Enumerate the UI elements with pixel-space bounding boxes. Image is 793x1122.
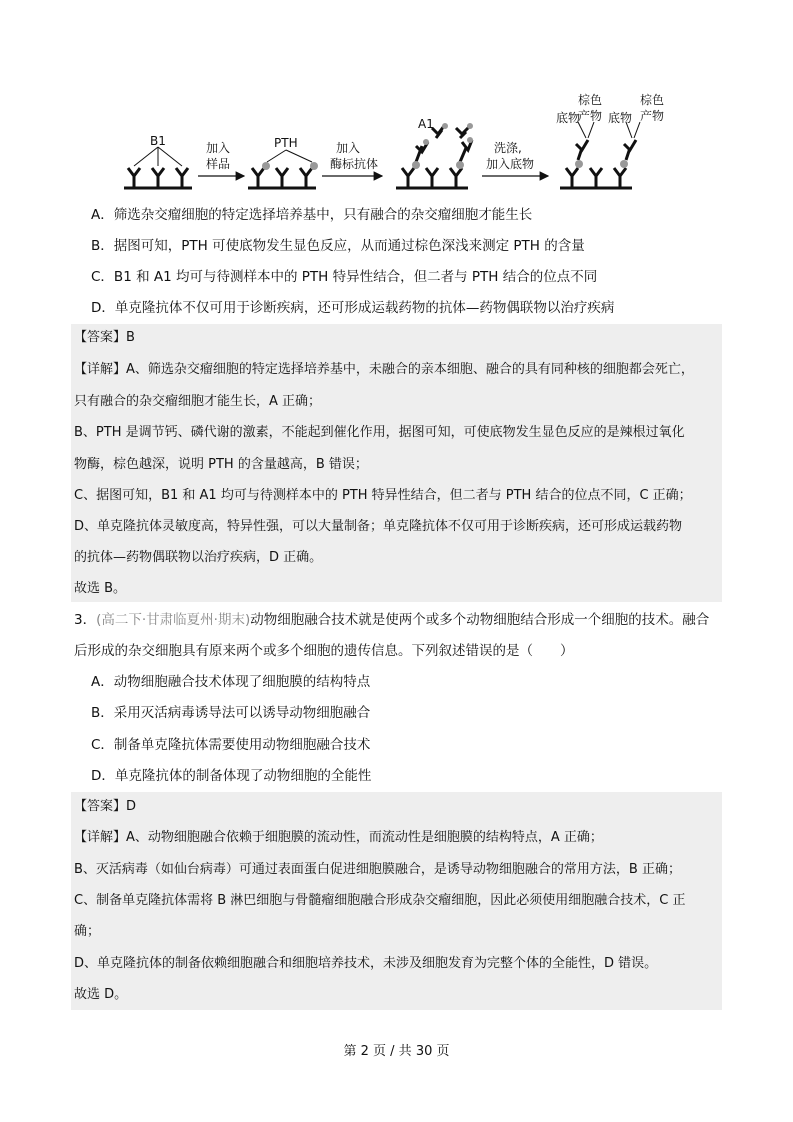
q3-explain-4: 确； bbox=[74, 924, 101, 939]
q2-option-c: C．B1 和 A1 均可与待测样本中的 PTH 特异性结合，但二者与 PTH 结合的位点不同 bbox=[91, 269, 598, 285]
q2-explain-6: D、单克隆抗体灵敏度高，特异性强，可以大量制备；单克隆抗体不仅可用于诊断疾病，还可形成运载药物 bbox=[74, 519, 683, 534]
q3-option-c: C．制备单克隆抗体需要使用动物细胞融合技术 bbox=[91, 737, 371, 753]
q3-stem-line2: 后形成的杂交细胞具有原来两个或多个细胞的遗传信息。下列叙述错误的是（ ） bbox=[74, 643, 574, 659]
q3-explain-6: 故选 D。 bbox=[74, 987, 128, 1002]
plate-2 bbox=[248, 168, 316, 188]
a1-label: A1 bbox=[418, 117, 434, 131]
product-1-line1: 棕色 bbox=[578, 93, 603, 107]
step3-line2: 加入底物 bbox=[486, 157, 535, 171]
product-2-line1: 棕色 bbox=[640, 93, 665, 107]
q3-option-b: B．采用灭活病毒诱导法可以诱导动物细胞融合 bbox=[91, 705, 371, 721]
q2-explain-3: B、PTH 是调节钙、磷代谢的激素，不能起到催化作用，据图可知，可使底物发生显色反应的是辣根过氧化 bbox=[74, 425, 685, 440]
q3-explain-3: C、制备单克隆抗体需将 B 淋巴细胞与骨髓瘤细胞融合形成杂交瘤细胞，因此必须使用细胞融合技术，C 正 bbox=[74, 893, 686, 908]
b1-label: B1 bbox=[150, 134, 166, 148]
q2-answer: 【答案】B bbox=[74, 330, 135, 345]
q3-answer: 【答案】D bbox=[74, 799, 137, 814]
q2-explain-1: 【详解】A、筛选杂交瘤细胞的特定选择培养基中，未融合的亲本细胞、融合的具有同种核的细胞都会死亡， bbox=[74, 362, 694, 377]
plate-1 bbox=[124, 168, 192, 188]
q3-explain-5: D、单克隆抗体的制备依赖细胞融合和细胞培养技术，未涉及细胞发育为完整个体的全能性，D 错误。 bbox=[74, 956, 658, 971]
product-2-line2: 产物 bbox=[640, 109, 665, 123]
step2-line2: 酶标抗体 bbox=[330, 157, 379, 171]
q3-explain-1: 【详解】A、动物细胞融合依赖于细胞膜的流动性，而流动性是细胞膜的结构特点，A 正确； bbox=[74, 830, 603, 845]
q3-stem-1: 动物细胞融合技术就是使两个或多个动物细胞结合形成一个细胞的技术。融合 bbox=[250, 612, 710, 628]
q2-explain-2: 只有融合的杂交瘤细胞才能生长，A 正确； bbox=[74, 394, 322, 409]
q2-explain-5: C、据图可知，B1 和 A1 均可与待测样本中的 PTH 特异性结合，但二者与 PTH 结合的位点不同，C 正确； bbox=[74, 488, 692, 503]
plate-3 bbox=[396, 126, 472, 188]
q3-number: 3． bbox=[74, 612, 97, 628]
product-1-line2: 产物 bbox=[578, 109, 603, 123]
substrate-1: 底物 bbox=[556, 111, 581, 125]
q3-option-d: D．单克隆抗体的制备体现了动物细胞的全能性 bbox=[91, 768, 372, 784]
q2-explain-8: 故选 B。 bbox=[74, 581, 127, 596]
step1-line1: 加入 bbox=[206, 141, 231, 155]
pth-label: PTH bbox=[274, 136, 298, 150]
q3-source: (高二下·甘肃临夏州·期末) bbox=[96, 612, 251, 628]
substrate-2: 底物 bbox=[608, 111, 633, 125]
q3-option-a: A．动物细胞融合技术体现了细胞膜的结构特点 bbox=[91, 674, 371, 690]
step2-line1: 加入 bbox=[336, 141, 361, 155]
elisa-diagram bbox=[120, 92, 700, 194]
q3-explain-2: B、灭活病毒（如仙台病毒）可通过表面蛋白促进细胞膜融合，是诱导动物细胞融合的常用方法，B 正确； bbox=[74, 862, 681, 877]
q2-option-b: B．据图可知，PTH 可使底物发生显色反应，从而通过棕色深浅来测定 PTH 的含量 bbox=[91, 238, 585, 254]
step3-line1: 洗涤, bbox=[494, 141, 522, 155]
q2-explain-4: 物酶，棕色越深，说明 PTH 的含量越高，B 错误； bbox=[74, 457, 368, 472]
page-footer: 第 2 页 / 共 30 页 bbox=[343, 1044, 450, 1059]
q2-option-a: A．筛选杂交瘤细胞的特定选择培养基中，只有融合的杂交瘤细胞才能生长 bbox=[91, 207, 533, 223]
q2-option-d: D．单克隆抗体不仅可用于诊断疾病，还可形成运载药物的抗体—药物偶联物以治疗疾病 bbox=[91, 300, 615, 316]
q3-stem-line1 bbox=[74, 610, 709, 630]
step1-line2: 样品 bbox=[206, 157, 231, 171]
q2-explain-7: 的抗体—药物偶联物以治疗疾病，D 正确。 bbox=[74, 550, 323, 565]
